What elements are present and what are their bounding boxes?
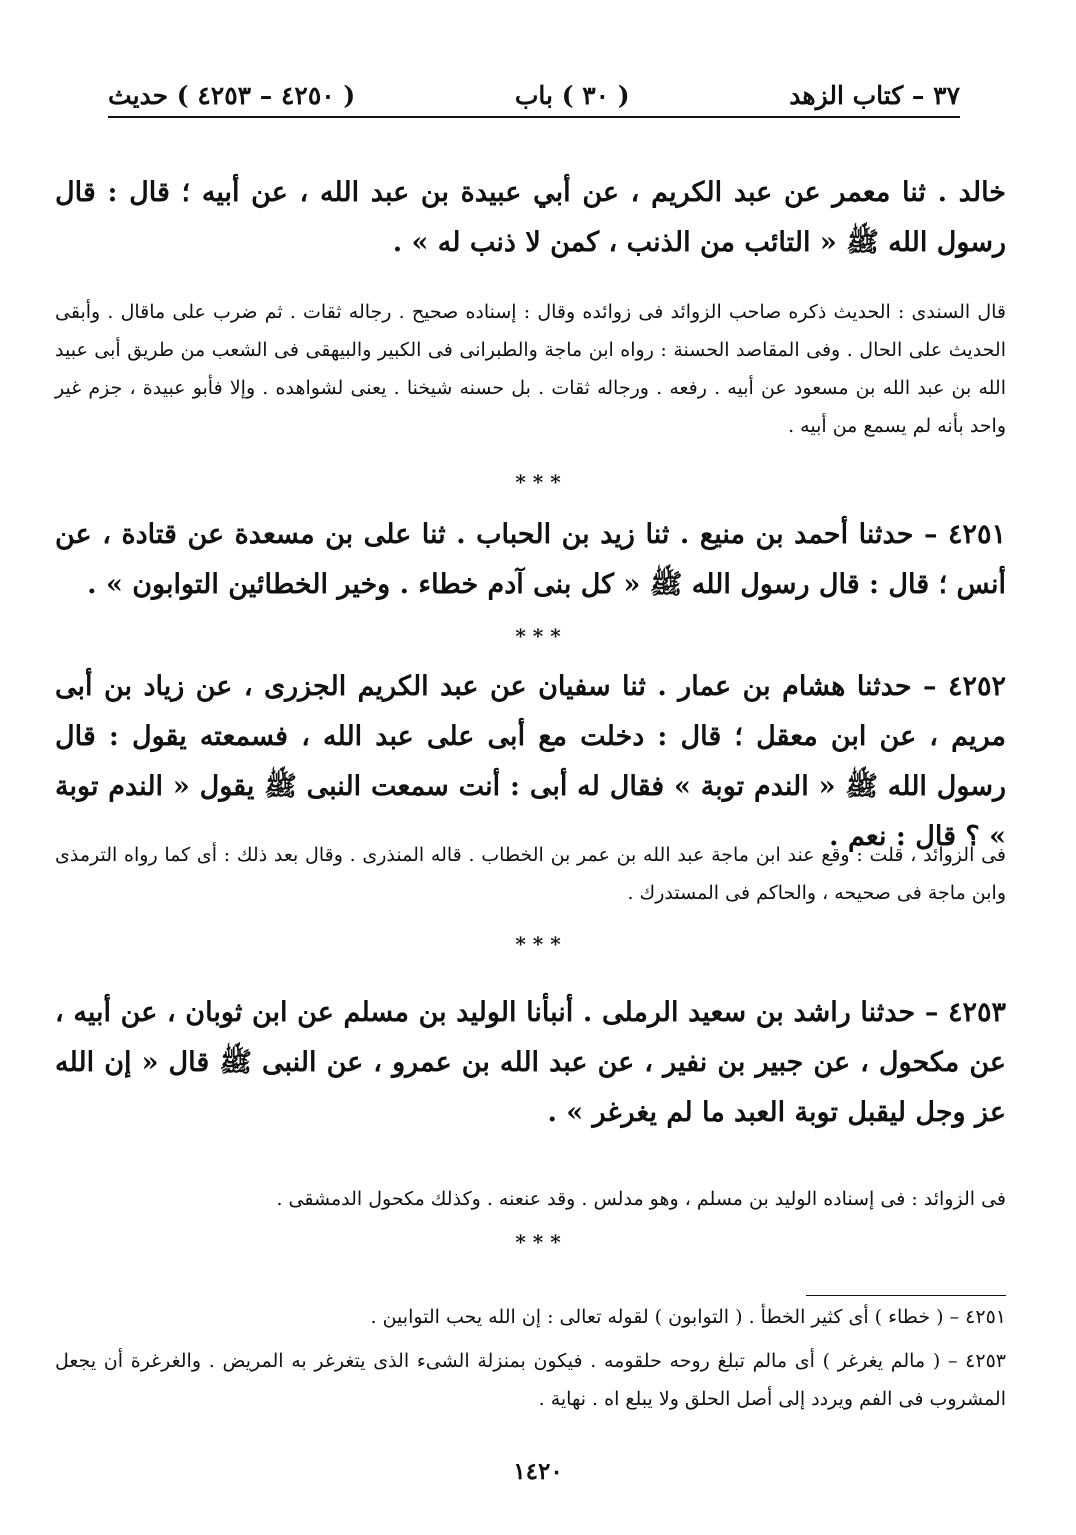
chapter-number: ( ٣٠ ) باب	[514, 81, 630, 110]
page-number: ١٤٢٠	[513, 1458, 563, 1485]
footnote-4253: ٤٢٥٣ – ( مالم يغرغر ) أى مالم تبلغ روحه حلقومه . فيكون بمنزلة الشىء الذى يتغرغر به المريض . والغرغرة أن يجعل المشروب فى الفم ويردد إلى أصل الحلق ولا يبلع اه . نهاية .	[55, 1350, 1006, 1410]
hadith-4252-commentary: فى الزوائد ، قلت : وقع عند ابن ماجة عبد الله بن عمر بن الخطاب . قاله المنذرى . وقال بعد ذلك : أى كما رواه الترمذى وابن ماجة فى صحيحه ، والحاكم فى المستدرك .	[55, 844, 1006, 904]
footnote-divider	[806, 1295, 1006, 1296]
section-separator: * * *	[515, 1230, 561, 1254]
hadith-4253-text: ٤٢٥٣ – حدثنا راشد بن سعيد الرملى . أنبأنا الوليد بن مسلم عن ابن ثوبان ، عن أبيه ، عن مكحول ، عن جبير بن نفير ، عن عبد الله بن عمرو ، عن النبى ﷺ قال « إن الله عز وجل ليقبل توبة العبد ما لم يغرغر » .	[55, 997, 1006, 1128]
hadith-4252-text: ٤٢٥٢ – حدثنا هشام بن عمار . ثنا سفيان عن عبد الكريم الجزرى ، عن زياد بن أبى مريم ، عن ابن معقل ؛ قال : دخلت مع أبى على عبد الله ، فسمعته يقول : قال رسول الله ﷺ « الندم توبة » فقال له أبى : أنت سمعت النبى ﷺ يقول « الندم توبة » ؟ قال : نعم .	[55, 671, 1006, 852]
section-title: ٣٧ – كتاب الزهد	[789, 81, 960, 110]
section-separator: * * *	[515, 624, 561, 648]
hadith-4250-commentary: قال السندى : الحديث ذكره صاحب الزوائد فى زوائده وقال : إسناده صحيح . رجاله ثقات . ثم ضرب على ماقال . وأبقى الحديث على الحال . وفى المقاصد الحسنة : رواه ابن ماجة والطبرانى فى الكبير والبيهقى فى الشعب من طريق أبى عبيد الله بن عبد الله بن مسعود عن أبيه . رفعه . ورجاله ثقات . بل حسنه شيخنا . يعنى لشواهده . وإلا فأبو عبيدة ، جزم غير واحد بأنه لم يسمع من أبيه .	[55, 301, 1006, 437]
section-separator: * * *	[515, 932, 561, 956]
hadith-range: ( ٤٢٥٠ – ٤٢٥٣ ) حديث	[108, 81, 356, 110]
hadith-4251-text: ٤٢٥١ – حدثنا أحمد بن منيع . ثنا زيد بن الحباب . ثنا على بن مسعدة عن قتادة ، عن أنس ؛ قال : قال رسول الله ﷺ « كل بنى آدم خطاء . وخير الخطائين التوابون » .	[55, 519, 1006, 600]
hadith-4253-commentary: فى الزوائد : فى إسناده الوليد بن مسلم ، وهو مدلس . وقد عنعنه . وكذلك مكحول الدمشقى .	[276, 1188, 1006, 1210]
hadith-4250-text: خالد . ثنا معمر عن عبد الكريم ، عن أبي عبيدة بن عبد الله ، عن أبيه ؛ قال : قال رسول الله ﷺ « التائب من الذنب ، كمن لا ذنب له » .	[55, 177, 1006, 258]
footnote-4251: ٤٢٥١ – ( خطاء ) أى كثير الخطأ . ( التوابون ) لقوله تعالى : إن الله يحب التوابين .	[370, 1306, 1006, 1328]
running-header	[108, 72, 960, 118]
section-separator: * * *	[515, 470, 561, 494]
